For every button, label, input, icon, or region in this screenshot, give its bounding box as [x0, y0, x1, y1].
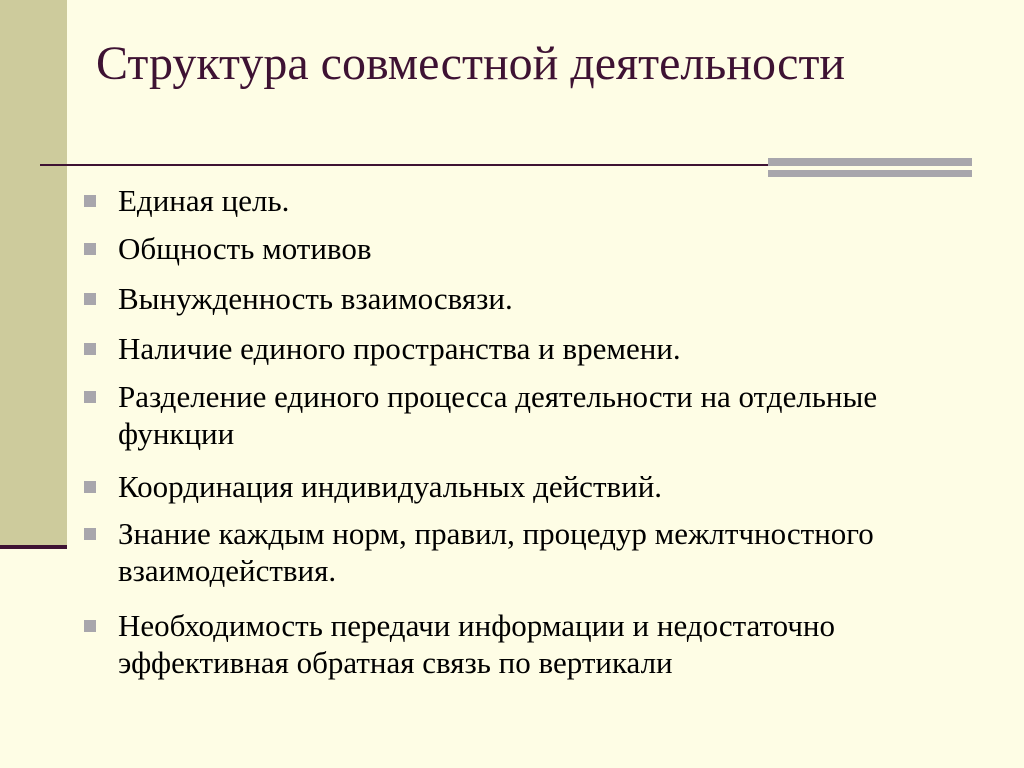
- bullet-text: Разделение единого процесса деятельности на отдельные функции: [118, 379, 878, 451]
- bullet-text: Координация индивидуальных действий.: [118, 469, 663, 504]
- side-accent-band: [0, 0, 67, 545]
- title-accent-bar: [768, 158, 972, 166]
- title-underline: [40, 164, 770, 166]
- square-bullet-icon: [84, 343, 96, 355]
- square-bullet-icon: [84, 391, 96, 403]
- slide-title: Структура совместной деятельности: [96, 37, 846, 90]
- square-bullet-icon: [84, 620, 96, 632]
- square-bullet-icon: [84, 528, 96, 540]
- side-accent-rule: [0, 545, 67, 549]
- bullet-text: Единая цель.: [118, 183, 290, 218]
- title-accent-bar: [768, 170, 972, 177]
- square-bullet-icon: [84, 293, 96, 305]
- square-bullet-icon: [84, 195, 96, 207]
- bullet-text: Необходимость передачи информации и недостаточно эффективная обратная связь по вертикали: [118, 608, 835, 680]
- bullet-text: Вынужденность взаимосвязи.: [118, 281, 513, 316]
- square-bullet-icon: [84, 481, 96, 493]
- bullet-text: Общность мотивов: [118, 231, 372, 266]
- bullet-text: Знание каждым норм, правил, процедур межлтчностного взаимодействия.: [118, 516, 874, 588]
- bullet-text: Наличие единого пространства и времени.: [118, 331, 681, 366]
- square-bullet-icon: [84, 243, 96, 255]
